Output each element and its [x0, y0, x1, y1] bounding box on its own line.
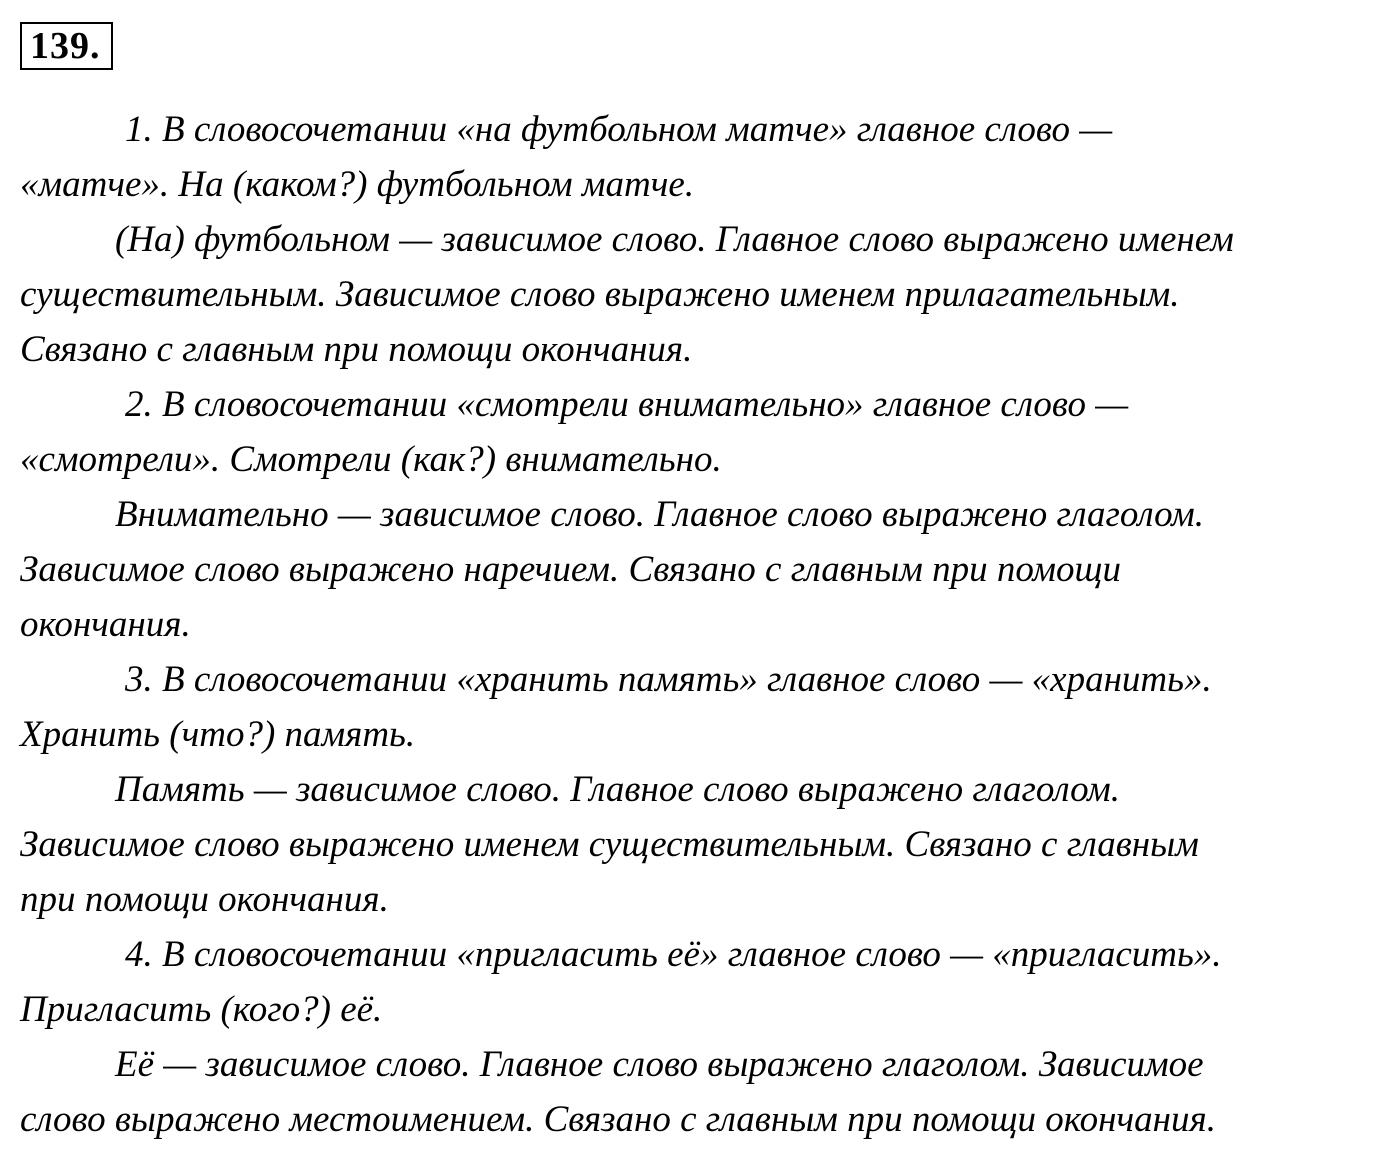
- text-line: Зависимое слово выражено наречием. Связано с главным при помощи: [20, 549, 1121, 590]
- text-line: Её — зависимое слово. Главное слово выражено глаголом. Зависимое: [115, 1044, 1204, 1085]
- text-line: Память — зависимое слово. Главное слово выражено глаголом.: [115, 769, 1121, 810]
- text-line: 1. В словосочетании «на футбольном матче» главное слово —: [125, 109, 1113, 150]
- text-line: Зависимое слово выражено именем существительным. Связано с главным: [20, 824, 1199, 865]
- text-line: существительным. Зависимое слово выражено именем прилагательным.: [20, 274, 1180, 315]
- text-line: окончания.: [20, 604, 191, 645]
- text-line: (На) футбольном — зависимое слово. Главное слово выражено именем: [115, 219, 1234, 260]
- text-line: при помощи окончания.: [20, 879, 389, 920]
- text-line: «матче». На (каком?) футбольном матче.: [20, 164, 695, 205]
- text-line: 2. В словосочетании «смотрели внимательно» главное слово —: [125, 384, 1129, 425]
- text-line: 4. В словосочетании «пригласить её» главное слово — «пригласить».: [125, 934, 1222, 975]
- text-line: Внимательно — зависимое слово. Главное слово выражено глаголом.: [115, 494, 1205, 535]
- answer-text: [20, 102, 1388, 1147]
- exercise-number: 139.: [20, 22, 113, 70]
- text-line: 3. В словосочетании «хранить память» главное слово — «хранить».: [125, 659, 1212, 700]
- text-line: Пригласить (кого?) её.: [20, 989, 383, 1030]
- text-line: слово выражено местоимением. Связано с главным при помощи окончания.: [20, 1099, 1216, 1140]
- text-line: «смотрели». Смотрели (как?) внимательно.: [20, 439, 722, 480]
- text-line: Хранить (что?) память.: [20, 714, 416, 755]
- text-line: Связано с главным при помощи окончания.: [20, 329, 693, 370]
